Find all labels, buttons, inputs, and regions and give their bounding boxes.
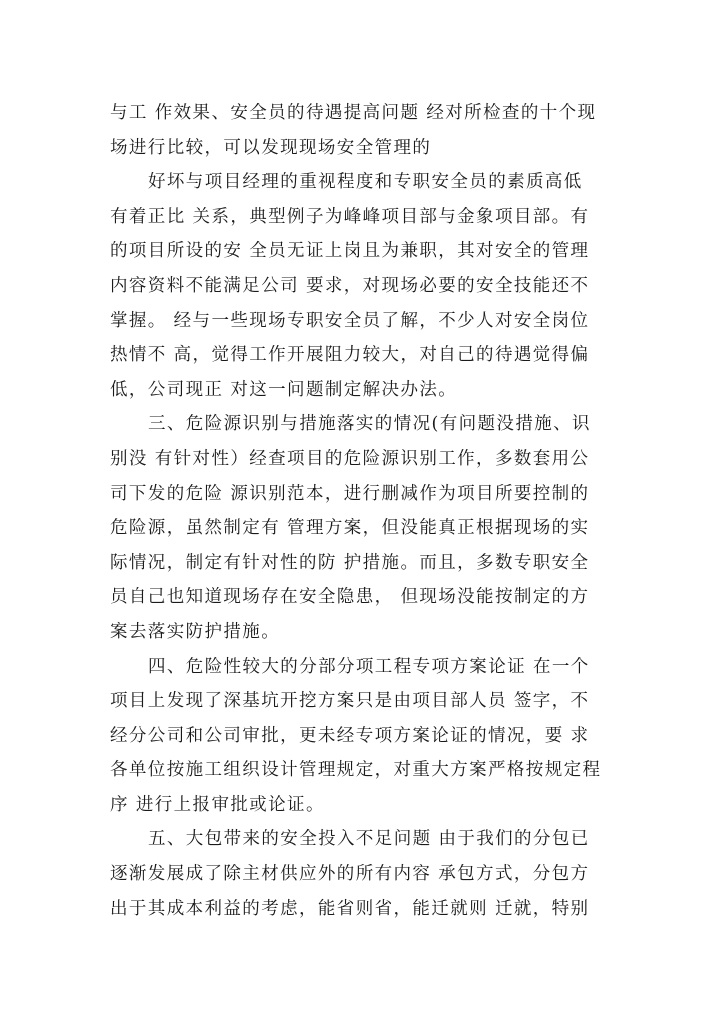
text-line: 三、危险源识别与措施落实的情况(有问题没措施、识 [148, 414, 591, 435]
text-line: 有着正比 关系，典型例子为峰峰项目部与金象项目部。有 [110, 206, 590, 227]
text-line: 四、危险性较大的分部分项工程专项方案论证 在一个 [148, 656, 590, 677]
text-line: 司下发的危险 源识别范本，进行删减作为项目所要控制的 [110, 483, 590, 504]
text-line: 五、大包带来的安全投入不足问题 由于我们的分包已 [148, 829, 590, 850]
text-line: 经分公司和公司审批，更未经专项方案论证的情况，要 求 [110, 725, 590, 746]
text-line: 逐渐发展成了除主材供应外的所有内容 承包方式，分包方 [110, 864, 590, 885]
text-line: 场进行比较，可以发现现场安全管理的 [110, 137, 432, 158]
text-line: 案去落实防护措施。 [110, 621, 281, 642]
text-line: 际情况，制定有针对性的防 护措施。而且，多数专职安全 [110, 552, 590, 573]
text-line: 掌握。 经与一些现场专职安全员了解，不少人对安全岗位 [110, 310, 590, 331]
text-line: 序 进行上报审批或论证。 [110, 794, 325, 815]
text-line: 危险源，虽然制定有 管理方案，但没能真正根据现场的实 [110, 518, 590, 539]
text-line: 低，公司现正 对这一问题制定解决办法。 [110, 379, 458, 400]
text-line: 内容资料不能满足公司 要求，对现场必要的安全技能还不 [110, 275, 590, 296]
text-line: 与工 作效果、安全员的待遇提高问题 经对所检查的十个现 [110, 103, 597, 123]
text-line: 别没 有针对性）经查项目的危险源识别工作，多数套用公 [110, 448, 590, 469]
text-line: 好坏与项目经理的重视程度和专职安全员的素质高低 [148, 172, 583, 193]
text-line: 员自己也知道现场存在安全隐患， 但现场没能按制定的方 [110, 587, 590, 608]
text-line: 的项目所设的安 全员无证上岗且为兼职，其对安全的管理 [110, 241, 590, 262]
text-line: 出于其成本利益的考虑，能省则省，能迁就则 迁就，特别 [110, 898, 590, 919]
document-body [110, 96, 610, 926]
text-line: 项目上发现了深基坑开挖方案只是由项目部人员 签字，不 [110, 691, 590, 712]
text-line: 热情不 高，觉得工作开展阻力较大，对自己的待遇觉得偏 [110, 345, 590, 366]
text-line: 各单位按施工组织设计管理规定，对重大方案严格按规定程 [110, 760, 602, 781]
